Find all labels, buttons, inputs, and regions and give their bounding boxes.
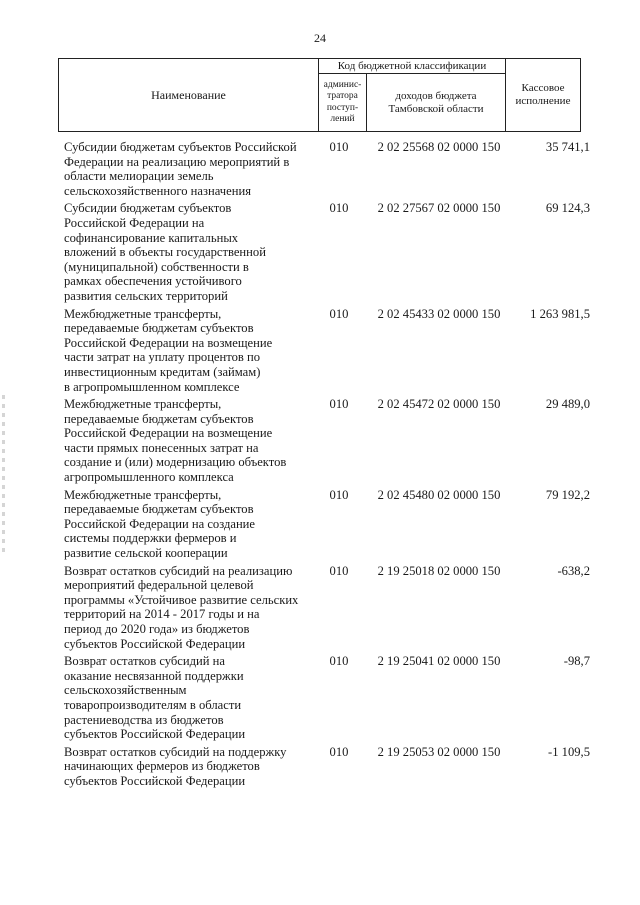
table-row (64, 488, 594, 561)
row-amount: -1 109,5 (548, 744, 590, 759)
scan-edge-artifact (2, 395, 5, 555)
row-name: Межбюджетные трансферты, передаваемые бюджетам субъектов Российской Федерации на создание системы поддержки фермеров и развитие сельской кооперации (64, 487, 256, 561)
row-income-code: 2 02 27567 02 0000 150 (377, 201, 501, 216)
table-row (64, 307, 594, 395)
row-amount: 69 124,3 (545, 201, 590, 216)
row-name: Возврат остатков субсидий на поддержку начинающих фермеров из бюджетов субъектов Российской Федерации (64, 744, 287, 788)
row-admin-code: 010 (329, 744, 349, 759)
table-row (64, 201, 594, 303)
table-row (64, 654, 594, 742)
row-admin-code: 010 (329, 654, 349, 669)
row-income-code: 2 02 45480 02 0000 150 (377, 487, 501, 502)
row-amount: -638,2 (557, 563, 590, 578)
row-income-code: 2 19 25053 02 0000 150 (377, 744, 501, 759)
row-income-code: 2 02 25568 02 0000 150 (377, 140, 501, 154)
row-name: Межбюджетные трансферты, передаваемые бюджетам субъектов Российской Федерации на возмещение части затрат на уплату процентов по инвестиционным кредитам (займам) в агропромышленном комплексе (64, 306, 273, 394)
row-income-code: 2 02 45472 02 0000 150 (377, 397, 501, 412)
row-amount: -98,7 (563, 654, 590, 669)
row-admin-code: 010 (329, 140, 349, 154)
header-name-cell (58, 58, 319, 132)
header-execution-cell (505, 58, 581, 132)
header-name-label: Наименование (151, 87, 226, 102)
row-amount: 35 741,1 (545, 140, 590, 154)
header-admin-label: админис- тратора поступ- лений (323, 79, 362, 124)
row-amount: 1 263 981,5 (530, 306, 590, 321)
row-income-code: 2 02 45433 02 0000 150 (377, 306, 501, 321)
row-admin-code: 010 (329, 563, 349, 578)
table-row (64, 745, 594, 789)
header-code-group: Код бюджетной классификации (318, 58, 506, 74)
row-name: Субсидии бюджетам субъектов Российской Федерации на софинансирование капитальных вложений в объекты государственной (муниципальной) собственности в рамках обеспечения устойчивого развития сельских территорий (64, 201, 266, 303)
row-admin-code: 010 (329, 397, 349, 412)
table-row (64, 564, 594, 652)
row-income-code: 2 19 25041 02 0000 150 (377, 654, 501, 669)
table-row (64, 140, 594, 198)
header-income-cell (366, 73, 506, 132)
row-name: Возврат остатков субсидий на реализацию мероприятий федеральной целевой программы «Устойчивое развитие сельских территорий на 2014 - 2017 годы и на период до 2020 года» из бюджетов субъектов Российской Федерации (64, 563, 299, 651)
row-name: Межбюджетные трансферты, передаваемые бюджетам субъектов Российской Федерации на возмещение части прямых понесенных затрат на создание и (или) модернизацию объектов агропромышленного комплекса (64, 397, 287, 485)
header-income-label: доходов бюджета Тамбовской области (388, 89, 484, 115)
row-admin-code: 010 (329, 201, 349, 216)
row-admin-code: 010 (329, 306, 349, 321)
page-number: 24 (314, 31, 326, 45)
table-row (64, 397, 594, 485)
header-execution-label: Кассовое исполнение (515, 82, 571, 107)
row-amount: 29 489,0 (545, 397, 590, 412)
row-admin-code: 010 (329, 487, 349, 502)
row-income-code: 2 19 25018 02 0000 150 (377, 563, 501, 578)
header-admin-cell (318, 73, 367, 132)
budget-table-body (64, 140, 594, 789)
row-name: Субсидии бюджетам субъектов Российской Федерации на реализацию мероприятий в области мелиорации земель сельскохозяйственного назначения (64, 140, 297, 198)
row-amount: 79 192,2 (545, 487, 590, 502)
row-name: Возврат остатков субсидий на оказание несвязанной поддержки сельскохозяйственным товаропроизводителям в области растениеводства из бюджетов субъектов Российской Федерации (64, 654, 246, 742)
